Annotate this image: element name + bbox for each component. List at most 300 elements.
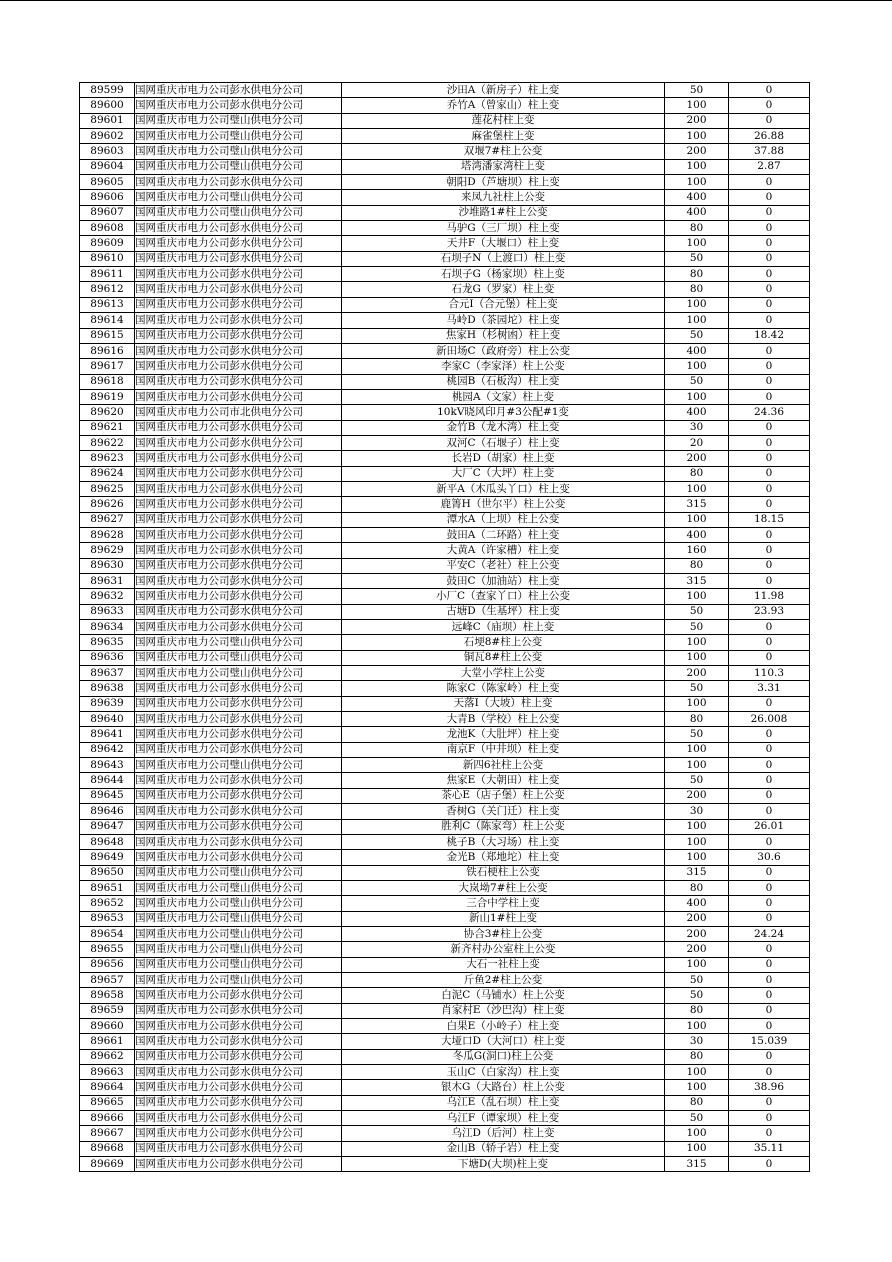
value-cell: 0	[729, 451, 810, 466]
transformer-name-cell: 协合3#柱上公变	[342, 926, 665, 941]
transformer-name-cell: 焦家E（大朝田）柱上变	[342, 773, 665, 788]
company-cell: 国网重庆市电力公司彭水供电分公司	[135, 834, 342, 849]
transformer-name-cell: 龙池K（大肚坪）柱上变	[342, 727, 665, 742]
table-row	[80, 589, 810, 604]
capacity-cell: 30	[665, 420, 729, 435]
value-cell: 0	[729, 113, 810, 128]
page-top-rule	[0, 0, 892, 1]
table-row	[80, 727, 810, 742]
company-cell: 国网重庆市电力公司彭水供电分公司	[135, 819, 342, 834]
transformer-name-cell: 莲花村柱上变	[342, 113, 665, 128]
capacity-cell: 100	[665, 98, 729, 113]
company-cell: 国网重庆市电力公司璧山供电分公司	[135, 865, 342, 880]
row-id-cell: 89665	[80, 1095, 135, 1110]
value-cell: 0	[729, 359, 810, 374]
table-row	[80, 681, 810, 696]
capacity-cell: 100	[665, 1065, 729, 1080]
value-cell: 0	[729, 466, 810, 481]
company-cell: 国网重庆市电力公司彭水供电分公司	[135, 328, 342, 343]
capacity-cell: 100	[665, 175, 729, 190]
capacity-cell: 200	[665, 788, 729, 803]
table-row	[80, 175, 810, 190]
row-id-cell: 89655	[80, 942, 135, 957]
value-cell: 0	[729, 942, 810, 957]
company-cell: 国网重庆市电力公司彭水供电分公司	[135, 804, 342, 819]
transformer-name-cell: 石坝子G（杨家坝）柱上变	[342, 267, 665, 282]
company-cell: 国网重庆市电力公司璧山供电分公司	[135, 666, 342, 681]
value-cell: 0	[729, 558, 810, 573]
table-row	[80, 236, 810, 251]
company-cell: 国网重庆市电力公司彭水供电分公司	[135, 221, 342, 236]
table-row	[80, 650, 810, 665]
value-cell: 23.93	[729, 604, 810, 619]
capacity-cell: 50	[665, 1111, 729, 1126]
company-cell: 国网重庆市电力公司彭水供电分公司	[135, 681, 342, 696]
row-id-cell: 89601	[80, 113, 135, 128]
company-cell: 国网重庆市电力公司彭水供电分公司	[135, 389, 342, 404]
value-cell: 0	[729, 1157, 810, 1172]
table-row	[80, 543, 810, 558]
transformer-name-cell: 肖家村E（沙巴沟）柱上变	[342, 1003, 665, 1018]
row-id-cell: 89646	[80, 804, 135, 819]
table-row	[80, 83, 810, 98]
company-cell: 国网重庆市电力公司璧山供电分公司	[135, 113, 342, 128]
row-id-cell: 89667	[80, 1126, 135, 1141]
transformer-name-cell: 鹿箐H（世尔平）柱上公变	[342, 497, 665, 512]
capacity-cell: 80	[665, 880, 729, 895]
company-cell: 国网重庆市电力公司彭水供电分公司	[135, 451, 342, 466]
row-id-cell: 89650	[80, 865, 135, 880]
transformer-name-cell: 乔竹A（曾家山）柱上变	[342, 98, 665, 113]
transformer-name-cell: 乌江D（后河）柱上变	[342, 1126, 665, 1141]
row-id-cell: 89606	[80, 190, 135, 205]
value-cell: 26.01	[729, 819, 810, 834]
table-row	[80, 712, 810, 727]
transformer-name-cell: 马岭D（茶园坨）柱上变	[342, 313, 665, 328]
value-cell: 0	[729, 497, 810, 512]
transformer-name-cell: 大堂小学柱上公变	[342, 666, 665, 681]
row-id-cell: 89657	[80, 972, 135, 987]
table-row	[80, 819, 810, 834]
company-cell: 国网重庆市电力公司彭水供电分公司	[135, 788, 342, 803]
row-id-cell: 89619	[80, 389, 135, 404]
capacity-cell: 50	[665, 328, 729, 343]
row-id-cell: 89636	[80, 650, 135, 665]
capacity-cell: 400	[665, 896, 729, 911]
transformer-name-cell: 朝阳D（芦塘坝）柱上变	[342, 175, 665, 190]
transformer-name-cell: 桃园A（文家）柱上变	[342, 389, 665, 404]
transformer-name-cell: 桃园B（石板沟）柱上变	[342, 374, 665, 389]
table-row	[80, 129, 810, 144]
transformer-name-cell: 沙田A（新房子）柱上变	[342, 83, 665, 98]
transformer-name-cell: 大黄A（许家槽）柱上变	[342, 543, 665, 558]
transformer-name-cell: 天井F（大堰口）柱上变	[342, 236, 665, 251]
capacity-cell: 50	[665, 251, 729, 266]
row-id-cell: 89648	[80, 834, 135, 849]
transformer-name-cell: 天落I（大坡）柱上变	[342, 696, 665, 711]
value-cell: 0	[729, 313, 810, 328]
capacity-cell: 100	[665, 850, 729, 865]
capacity-cell: 100	[665, 1080, 729, 1095]
table-row	[80, 742, 810, 757]
capacity-cell: 100	[665, 359, 729, 374]
row-id-cell: 89604	[80, 159, 135, 174]
capacity-cell: 100	[665, 742, 729, 757]
value-cell: 0	[729, 896, 810, 911]
company-cell: 国网重庆市电力公司璧山供电分公司	[135, 635, 342, 650]
row-id-cell: 89613	[80, 297, 135, 312]
value-cell: 3.31	[729, 681, 810, 696]
company-cell: 国网重庆市电力公司彭水供电分公司	[135, 98, 342, 113]
capacity-cell: 30	[665, 1034, 729, 1049]
table-row	[80, 1065, 810, 1080]
company-cell: 国网重庆市电力公司彭水供电分公司	[135, 83, 342, 98]
value-cell: 0	[729, 205, 810, 220]
table-row	[80, 282, 810, 297]
capacity-cell: 80	[665, 282, 729, 297]
capacity-cell: 50	[665, 83, 729, 98]
transformer-name-cell: 马驴G（三厂坝）柱上变	[342, 221, 665, 236]
value-cell: 18.42	[729, 328, 810, 343]
row-id-cell: 89663	[80, 1065, 135, 1080]
company-cell: 国网重庆市电力公司彭水供电分公司	[135, 1018, 342, 1033]
table-row	[80, 144, 810, 159]
value-cell: 0	[729, 190, 810, 205]
transformer-name-cell: 斤鱼2#柱上公变	[342, 972, 665, 987]
company-cell: 国网重庆市电力公司彭水供电分公司	[135, 712, 342, 727]
row-id-cell: 89659	[80, 1003, 135, 1018]
value-cell: 0	[729, 1111, 810, 1126]
transformer-name-cell: 金竹B（龙木湾）柱上变	[342, 420, 665, 435]
company-cell: 国网重庆市电力公司彭水供电分公司	[135, 1003, 342, 1018]
company-cell: 国网重庆市电力公司彭水供电分公司	[135, 343, 342, 358]
company-cell: 国网重庆市电力公司彭水供电分公司	[135, 773, 342, 788]
table-row	[80, 758, 810, 773]
row-id-cell: 89660	[80, 1018, 135, 1033]
row-id-cell: 89610	[80, 251, 135, 266]
capacity-cell: 100	[665, 389, 729, 404]
capacity-cell: 30	[665, 804, 729, 819]
row-id-cell: 89611	[80, 267, 135, 282]
company-cell: 国网重庆市电力公司彭水供电分公司	[135, 727, 342, 742]
capacity-cell: 80	[665, 267, 729, 282]
transformer-name-cell: 陈家C（陈家岭）柱上变	[342, 681, 665, 696]
table-row	[80, 1080, 810, 1095]
company-cell: 国网重庆市电力公司彭水供电分公司	[135, 558, 342, 573]
value-cell: 38.96	[729, 1080, 810, 1095]
transformer-name-cell: 石埂8#柱上公变	[342, 635, 665, 650]
capacity-cell: 100	[665, 1018, 729, 1033]
value-cell: 0	[729, 650, 810, 665]
company-cell: 国网重庆市电力公司璧山供电分公司	[135, 942, 342, 957]
table-row	[80, 865, 810, 880]
transformer-name-cell: 双堰7#柱上公变	[342, 144, 665, 159]
value-cell: 0	[729, 635, 810, 650]
row-id-cell: 89637	[80, 666, 135, 681]
value-cell: 18.15	[729, 512, 810, 527]
transformer-name-cell: 玉山C（白家沟）柱上变	[342, 1065, 665, 1080]
table-row	[80, 666, 810, 681]
transformer-name-cell: 李家C（李家泽）柱上公变	[342, 359, 665, 374]
transformer-name-cell: 南京F（中井坝）柱上变	[342, 742, 665, 757]
value-cell: 0	[729, 343, 810, 358]
value-cell: 0	[729, 972, 810, 987]
capacity-cell: 80	[665, 1095, 729, 1110]
row-id-cell: 89645	[80, 788, 135, 803]
row-id-cell: 89661	[80, 1034, 135, 1049]
row-id-cell: 89607	[80, 205, 135, 220]
capacity-cell: 100	[665, 696, 729, 711]
row-id-cell: 89621	[80, 420, 135, 435]
row-id-cell: 89668	[80, 1141, 135, 1156]
table-row	[80, 635, 810, 650]
row-id-cell: 89632	[80, 589, 135, 604]
capacity-cell: 80	[665, 712, 729, 727]
company-cell: 国网重庆市电力公司璧山供电分公司	[135, 911, 342, 926]
table-row	[80, 620, 810, 635]
value-cell: 0	[729, 957, 810, 972]
company-cell: 国网重庆市电力公司彭水供电分公司	[135, 1034, 342, 1049]
table-row	[80, 159, 810, 174]
transformer-name-cell: 大青B（学校）柱上公变	[342, 712, 665, 727]
capacity-cell: 200	[665, 926, 729, 941]
capacity-cell: 80	[665, 1049, 729, 1064]
table-row	[80, 267, 810, 282]
row-id-cell: 89600	[80, 98, 135, 113]
value-cell: 0	[729, 374, 810, 389]
company-cell: 国网重庆市电力公司彭水供电分公司	[135, 1126, 342, 1141]
company-cell: 国网重庆市电力公司璧山供电分公司	[135, 159, 342, 174]
value-cell: 0	[729, 389, 810, 404]
table-row	[80, 466, 810, 481]
row-id-cell: 89616	[80, 343, 135, 358]
table-row	[80, 1018, 810, 1033]
capacity-cell: 100	[665, 1126, 729, 1141]
table-row	[80, 190, 810, 205]
transformer-name-cell: 平安C（老社）柱上公变	[342, 558, 665, 573]
row-id-cell: 89618	[80, 374, 135, 389]
company-cell: 国网重庆市电力公司璧山供电分公司	[135, 972, 342, 987]
transformer-name-cell: 乌江F（谭家坝）柱上变	[342, 1111, 665, 1126]
transformer-name-cell: 麻雀堡柱上变	[342, 129, 665, 144]
transformer-name-cell: 铁石梗柱上公变	[342, 865, 665, 880]
transformer-name-cell: 新田场C（政府旁）柱上公变	[342, 343, 665, 358]
capacity-cell: 50	[665, 374, 729, 389]
company-cell: 国网重庆市电力公司彭水供电分公司	[135, 850, 342, 865]
capacity-cell: 400	[665, 205, 729, 220]
capacity-cell: 200	[665, 911, 729, 926]
value-cell: 0	[729, 696, 810, 711]
capacity-cell: 100	[665, 819, 729, 834]
table-row	[80, 773, 810, 788]
value-cell: 15.039	[729, 1034, 810, 1049]
transformer-name-cell: 双河C（石堰子）柱上变	[342, 435, 665, 450]
transformer-name-cell: 下塘D(大坝)柱上变	[342, 1157, 665, 1172]
company-cell: 国网重庆市电力公司彭水供电分公司	[135, 236, 342, 251]
row-id-cell: 89602	[80, 129, 135, 144]
capacity-cell: 80	[665, 558, 729, 573]
row-id-cell: 89614	[80, 313, 135, 328]
table-row	[80, 604, 810, 619]
value-cell: 0	[729, 773, 810, 788]
company-cell: 国网重庆市电力公司彭水供电分公司	[135, 1141, 342, 1156]
value-cell: 11.98	[729, 589, 810, 604]
capacity-cell: 50	[665, 620, 729, 635]
table-row	[80, 911, 810, 926]
table-row	[80, 1095, 810, 1110]
table-row	[80, 313, 810, 328]
capacity-cell: 50	[665, 604, 729, 619]
value-cell: 0	[729, 911, 810, 926]
capacity-cell: 160	[665, 543, 729, 558]
value-cell: 0	[729, 574, 810, 589]
value-cell: 24.36	[729, 405, 810, 420]
transformer-name-cell: 三合中学柱上变	[342, 896, 665, 911]
value-cell: 0	[729, 267, 810, 282]
transformer-name-cell: 焦家H（杉树凼）柱上变	[342, 328, 665, 343]
row-id-cell: 89638	[80, 681, 135, 696]
company-cell: 国网重庆市电力公司彭水供电分公司	[135, 466, 342, 481]
transformer-name-cell: 乌江E（乱石坝）柱上变	[342, 1095, 665, 1110]
capacity-cell: 100	[665, 635, 729, 650]
value-cell: 0	[729, 804, 810, 819]
row-id-cell: 89624	[80, 466, 135, 481]
transformer-name-cell: 大厂C（大坪）柱上变	[342, 466, 665, 481]
company-cell: 国网重庆市电力公司璧山供电分公司	[135, 926, 342, 941]
capacity-cell: 200	[665, 144, 729, 159]
table-body	[80, 83, 810, 1172]
value-cell: 0	[729, 420, 810, 435]
table-row	[80, 558, 810, 573]
transformer-name-cell: 塔湾潘家湾柱上变	[342, 159, 665, 174]
value-cell: 0	[729, 236, 810, 251]
capacity-cell: 100	[665, 297, 729, 312]
row-id-cell: 89620	[80, 405, 135, 420]
row-id-cell: 89634	[80, 620, 135, 635]
value-cell: 0	[729, 282, 810, 297]
company-cell: 国网重庆市电力公司市北供电分公司	[135, 405, 342, 420]
value-cell: 0	[729, 880, 810, 895]
value-cell: 2.87	[729, 159, 810, 174]
transformer-table	[79, 82, 810, 1172]
capacity-cell: 315	[665, 574, 729, 589]
capacity-cell: 200	[665, 113, 729, 128]
transformer-name-cell: 白泥C（马铺水）柱上公变	[342, 988, 665, 1003]
row-id-cell: 89617	[80, 359, 135, 374]
table-row	[80, 512, 810, 527]
value-cell: 0	[729, 1095, 810, 1110]
value-cell: 0	[729, 742, 810, 757]
capacity-cell: 315	[665, 865, 729, 880]
transformer-name-cell: 石龙G（罗家）柱上变	[342, 282, 665, 297]
row-id-cell: 89639	[80, 696, 135, 711]
table-row	[80, 98, 810, 113]
row-id-cell: 89627	[80, 512, 135, 527]
value-cell: 0	[729, 727, 810, 742]
table-row	[80, 880, 810, 895]
capacity-cell: 50	[665, 681, 729, 696]
transformer-name-cell: 茶心E（店子堡）柱上公变	[342, 788, 665, 803]
company-cell: 国网重庆市电力公司彭水供电分公司	[135, 1049, 342, 1064]
company-cell: 国网重庆市电力公司彭水供电分公司	[135, 175, 342, 190]
transformer-name-cell: 新四6社柱上公变	[342, 758, 665, 773]
transformer-name-cell: 金山B（轿子岩）柱上变	[342, 1141, 665, 1156]
capacity-cell: 400	[665, 343, 729, 358]
value-cell: 37.88	[729, 144, 810, 159]
transformer-name-cell: 来凤九社柱上公变	[342, 190, 665, 205]
value-cell: 30.6	[729, 850, 810, 865]
value-cell: 0	[729, 1065, 810, 1080]
table-row	[80, 527, 810, 542]
row-id-cell: 89629	[80, 543, 135, 558]
company-cell: 国网重庆市电力公司彭水供电分公司	[135, 1111, 342, 1126]
row-id-cell: 89626	[80, 497, 135, 512]
capacity-cell: 200	[665, 942, 729, 957]
company-cell: 国网重庆市电力公司彭水供电分公司	[135, 435, 342, 450]
table-row	[80, 1126, 810, 1141]
company-cell: 国网重庆市电力公司璧山供电分公司	[135, 758, 342, 773]
row-id-cell: 89635	[80, 635, 135, 650]
transformer-name-cell: 远峰C（庙坝）柱上变	[342, 620, 665, 635]
transformer-name-cell: 石坝子N（上渡口）柱上变	[342, 251, 665, 266]
row-id-cell: 89625	[80, 481, 135, 496]
transformer-name-cell: 大石一社柱上变	[342, 957, 665, 972]
company-cell: 国网重庆市电力公司彭水供电分公司	[135, 359, 342, 374]
capacity-cell: 200	[665, 451, 729, 466]
row-id-cell: 89653	[80, 911, 135, 926]
table-row	[80, 957, 810, 972]
table-row	[80, 328, 810, 343]
value-cell: 0	[729, 834, 810, 849]
company-cell: 国网重庆市电力公司璧山供电分公司	[135, 205, 342, 220]
value-cell: 0	[729, 83, 810, 98]
capacity-cell: 50	[665, 773, 729, 788]
company-cell: 国网重庆市电力公司彭水供电分公司	[135, 497, 342, 512]
capacity-cell: 50	[665, 988, 729, 1003]
value-cell: 0	[729, 788, 810, 803]
value-cell: 0	[729, 98, 810, 113]
table-row	[80, 1111, 810, 1126]
table-row	[80, 251, 810, 266]
row-id-cell: 89622	[80, 435, 135, 450]
capacity-cell: 100	[665, 313, 729, 328]
transformer-name-cell: 鼓田A（二环路）柱上变	[342, 527, 665, 542]
capacity-cell: 100	[665, 481, 729, 496]
row-id-cell: 89658	[80, 988, 135, 1003]
table-row	[80, 1141, 810, 1156]
table-row	[80, 1003, 810, 1018]
transformer-name-cell: 长岩D（胡家）柱上变	[342, 451, 665, 466]
table-row	[80, 1034, 810, 1049]
value-cell: 0	[729, 435, 810, 450]
table-row	[80, 343, 810, 358]
company-cell: 国网重庆市电力公司彭水供电分公司	[135, 696, 342, 711]
table-row	[80, 988, 810, 1003]
company-cell: 国网重庆市电力公司彭水供电分公司	[135, 267, 342, 282]
company-cell: 国网重庆市电力公司彭水供电分公司	[135, 620, 342, 635]
transformer-name-cell: 新平A（木瓜头丫口）柱上变	[342, 481, 665, 496]
table-row	[80, 850, 810, 865]
company-cell: 国网重庆市电力公司彭水供电分公司	[135, 420, 342, 435]
capacity-cell: 80	[665, 1003, 729, 1018]
transformer-name-cell: 小厂C（查家丫口）柱上公变	[342, 589, 665, 604]
transformer-name-cell: 冬瓜G(洞口)柱上公变	[342, 1049, 665, 1064]
transformer-name-cell: 香树G（关门迁）柱上变	[342, 804, 665, 819]
row-id-cell: 89649	[80, 850, 135, 865]
company-cell: 国网重庆市电力公司璧山供电分公司	[135, 144, 342, 159]
table-row	[80, 942, 810, 957]
capacity-cell: 100	[665, 159, 729, 174]
